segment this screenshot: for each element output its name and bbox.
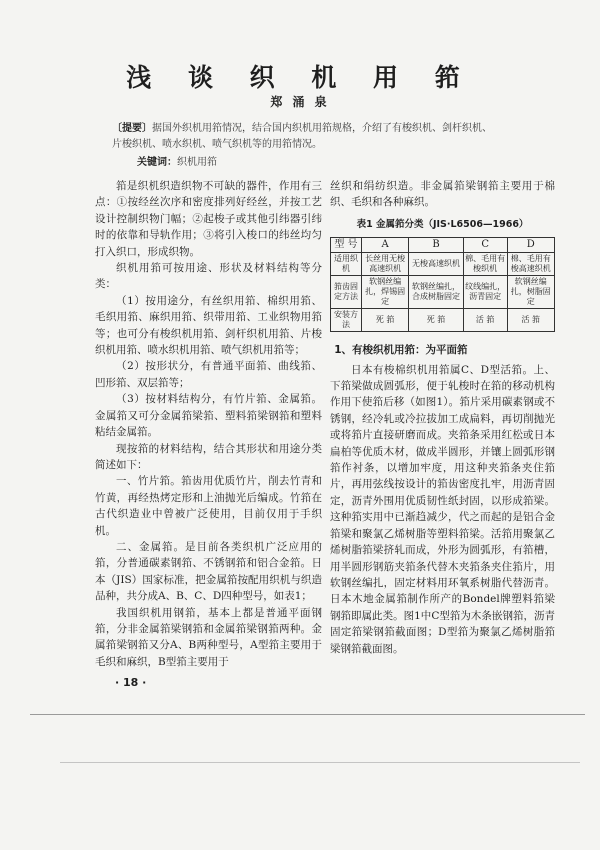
table-cell: 软钢丝编扎，树脂固定 bbox=[507, 276, 554, 309]
table-row bbox=[331, 309, 555, 332]
table-cell: 活 筘 bbox=[507, 309, 554, 332]
paragraph: （3）按材料结构分，有竹片筘、金属筘。金属筘又可分金属筘梁筘、塑料筘梁钢筘和塑料粘结金属筘。 bbox=[95, 393, 322, 439]
table-cell: 筘齿固定方法 bbox=[331, 276, 362, 309]
section-heading: 1、有梭织机用筘：为平面筘 bbox=[334, 344, 468, 357]
page-number: · 18 · bbox=[115, 676, 147, 689]
table-cell: 死 筘 bbox=[361, 309, 408, 332]
table-cell: 软钢丝编扎，合成树脂固定 bbox=[409, 276, 463, 309]
reed-classification-table bbox=[330, 237, 555, 332]
table-cell: 棉、毛用有梭织机 bbox=[463, 253, 507, 276]
paragraph: 二、金属筘。是目前各类织机广泛应用的筘，分普通碳素钢筘、不锈钢筘和铝合金筘。日本（JIS）国家标准，把金属筘按配用织机与织造品种，共分成A、B、C、D四种型号，如表1； bbox=[95, 540, 322, 603]
paragraph: 筘是织机织造织物不可缺的器件，作用有三点：①按经丝次序和密度排列好经丝，并按工艺设计控制织物门幅；②起梭子或其他引纬器引纬时的依靠和导轨作用；③将引入梭口的纬丝均匀打入织口，形成织物。 bbox=[95, 180, 322, 258]
table-header-cell: 型 号 bbox=[331, 238, 362, 253]
table-cell: 安装方法 bbox=[331, 309, 362, 332]
paragraph: 我国织机用钢筘，基本上都是普通平面钢筘，分非金属筘梁钢筘和金属筘梁钢筘两种。金属筘梁钢筘又分A、B两种型号，A型筘主要用于毛织和麻织，B型筘主要用于 bbox=[95, 606, 322, 668]
right-column bbox=[330, 178, 555, 657]
table-cell: 长丝用无梭高速织机 bbox=[361, 253, 408, 276]
page-divider-faint bbox=[60, 762, 580, 763]
paragraph: 现按筘的材料结构，结合其形状和用途分类简述如下： bbox=[95, 442, 322, 471]
paragraph: 织机用筘可按用途、形状及材料结构等分类： bbox=[95, 262, 322, 291]
table-cell: 死 筘 bbox=[409, 309, 463, 332]
abstract bbox=[112, 121, 500, 153]
table-header-cell: C bbox=[463, 238, 507, 253]
keywords-label: 关键词： bbox=[137, 157, 177, 168]
author-name: 郑 涌 泉 bbox=[270, 95, 330, 109]
abstract-label: 〔提要〕 bbox=[112, 123, 152, 134]
table-cell: 活 筘 bbox=[463, 309, 507, 332]
table-header-row bbox=[331, 238, 555, 253]
table-cell: 棉、毛用有梭高速织机 bbox=[507, 253, 554, 276]
paragraph: （1）按用途分，有丝织用筘、棉织用筘、毛织用筘、麻织用筘、织带用筘、工业织物用筘等；也可分有梭织机用筘、剑杆织机用筘、片梭织机用筘、喷水织机用筘、喷气织机用筘等； bbox=[95, 294, 322, 357]
article-title: 浅 谈 织 机 用 筘 bbox=[126, 63, 474, 92]
table-caption: 表1 金属筘分类（JIS·L6506—1966） bbox=[356, 218, 529, 230]
table-cell: 纹线编扎，沥青固定 bbox=[463, 276, 507, 309]
table-header-cell: B bbox=[409, 238, 463, 253]
table-header-cell: D bbox=[507, 238, 554, 253]
table-row bbox=[331, 253, 555, 276]
paragraph-continued: 丝织和绢纺织造。非金属筘梁钢筘主要用于棉织、毛织和各种麻织。 bbox=[330, 180, 555, 209]
page-divider bbox=[30, 714, 585, 715]
keywords bbox=[137, 153, 217, 168]
table-row bbox=[331, 276, 555, 309]
left-column bbox=[95, 178, 322, 670]
table-header-cell: A bbox=[361, 238, 408, 253]
abstract-text: 据国外织机用筘情况，结合国内织机用筘规格，介绍了有梭织机、剑杆织机、片梭织机、喷水织机、喷气织机等的用筘情况。 bbox=[112, 123, 492, 150]
keywords-text: 织机用筘 bbox=[177, 157, 217, 168]
paragraph: 日本有梭棉织机用筘属C、D型活筘。上、下筘梁做成圆弧形，便于轧梭时在筘的移动机构作用下使筘后移（如图1）。筘片采用碳素钢或不锈钢，经冷轧或冷拉拔加工成扁料，再切削抛光或将筘片直接研磨而成。夹筘条采用红松或日本扁柏等优质木材，做成半圆形，并镶上圆弧形钢筘作衬条，以增加牢度，用这种夹筘条夹住筘片，再用弦线按设计的筘齿密度扎牢，用沥青固定，沥青外围用优质韧性纸封固，以形成筘梁。这种筘实用中已渐趋减少，代之而起的是铝合金筘梁和聚氯乙烯树脂等塑料筘梁。活筘用聚氯乙烯树脂筘梁挤轧而成，外形为圆弧形，有筘槽，用半圆形钢筋夹筘条代替木夹筘条夹住筘片，用软钢丝编扎，固定材料用环氧系树脂代替沥青。日本木地金属筘制作所产的Bondel牌塑料筘梁钢筘即属此类。图1中C型筘为木条嵌钢筘，沥青固定筘梁钢筘截面图；D型筘为聚氯乙烯树脂筘梁钢筘截面图。 bbox=[330, 363, 555, 655]
table-cell: 软钢丝编扎，焊锡固定 bbox=[361, 276, 408, 309]
table-cell: 适用织机 bbox=[331, 253, 362, 276]
paragraph: 一、竹片筘。筘齿用优质竹片，削去竹青和竹黄，再经热烤定形和上油抛光后编成。竹筘在古代织造业中曾被广泛使用，目前仅用于手织机。 bbox=[95, 475, 322, 537]
paragraph: （2）按形状分，有普通平面筘、曲线筘、凹形筘、双层筘等； bbox=[95, 360, 322, 389]
table-cell: 无梭高速织机 bbox=[409, 253, 463, 276]
